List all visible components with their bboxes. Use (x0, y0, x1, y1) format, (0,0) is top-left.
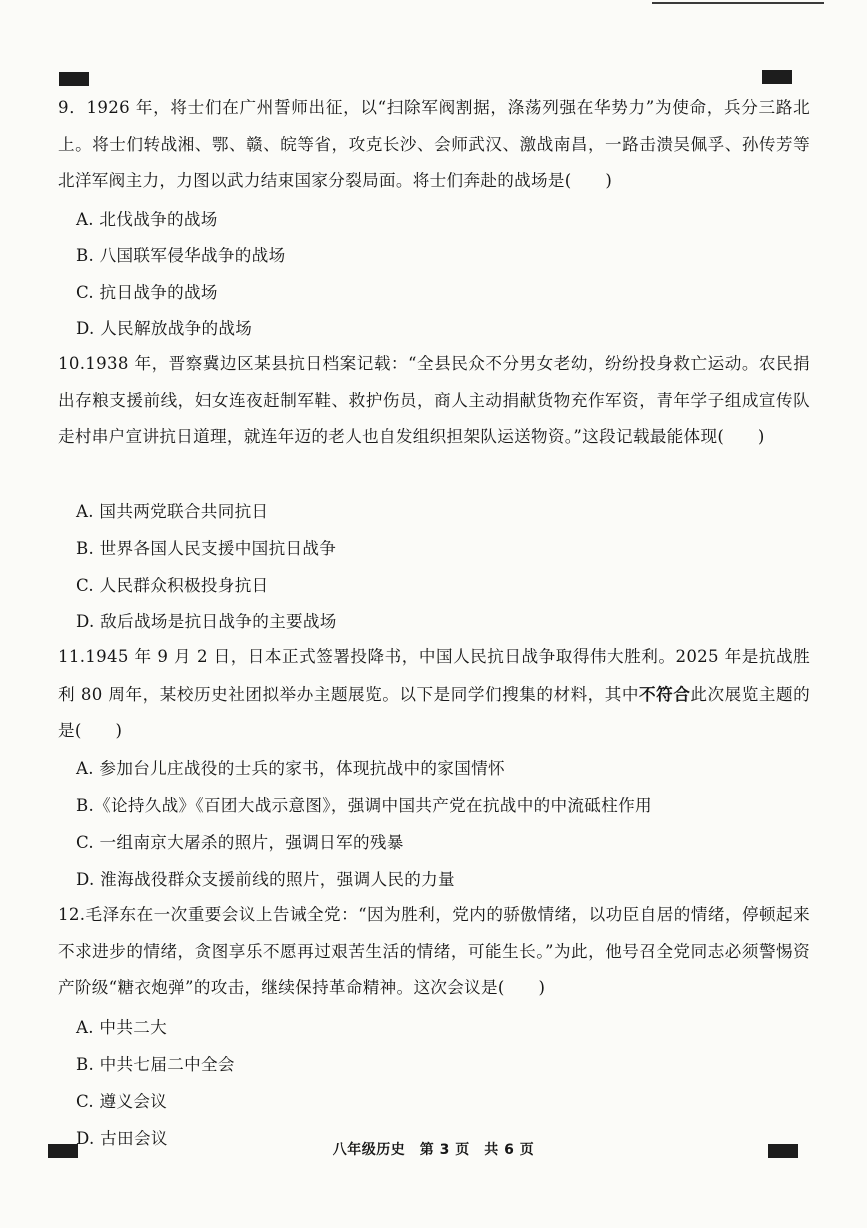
scan-edge-line (652, 2, 824, 4)
question-12-option-c[interactable]: C. 遵义会议 (76, 1092, 168, 1111)
question-10-option-a[interactable]: A. 国共两党联合共同抗日 (76, 502, 269, 521)
question-9-option-c[interactable]: C. 抗日战争的战场 (76, 283, 218, 302)
question-9-option-d[interactable]: D. 人民解放战争的战场 (76, 319, 253, 338)
question-10-option-c[interactable]: C. 人民群众积极投身抗日 (76, 576, 269, 595)
question-12-stem: 12.毛泽东在一次重要会议上告诫全党：“因为胜利，党内的骄傲情绪，以功臣自居的情绪，停顿起来不求进步的情绪，贪图享乐不愿再过艰苦生活的情绪，可能生长。”为此，他号召全党同志必须警惕资产阶级“糖衣炮弹”的攻击，继续保持革命精神。这次会议是( ) (58, 905, 810, 998)
question-11-option-a[interactable]: A. 参加台儿庄战役的士兵的家书，体现抗战中的家国情怀 (76, 759, 505, 778)
question-10-stem: 10.1938 年，晋察冀边区某县抗日档案记载：“全县民众不分男女老幼，纷纷投身救亡运动。农民捐出存粮支援前线，妇女连夜赶制军鞋、救护伤员，商人主动捐献货物充作军资，青年学子组成宣传队走村串户宣讲抗日道理，就连年迈的老人也自发组织担架队运送物资。”这段记载最能体现( ) (58, 354, 810, 447)
question-11-stem-start: 11.1945 年 9 月 2 日，日本正式签署投降书，中国人民抗日战争取得伟大胜利。2025 年是抗战胜利 80 周年，某校历史社团拟举办主题展览。以下是同学们搜集的材料，其中 (58, 647, 810, 704)
question-10-option-b[interactable]: B. 世界各国人民支援中国抗日战争 (76, 539, 337, 558)
question-11-option-d[interactable]: D. 淮海战役群众支援前线的照片，强调人民的力量 (76, 870, 455, 889)
question-9-option-a[interactable]: A. 北伐战争的战场 (76, 210, 218, 229)
question-11-option-b[interactable]: B.《论持久战》《百团大战示意图》，强调中国共产党在抗战中的中流砥柱作用 (76, 796, 652, 815)
question-11-option-c[interactable]: C. 一组南京大屠杀的照片，强调日军的残暴 (76, 833, 404, 852)
question-12-option-a[interactable]: A. 中共二大 (76, 1018, 168, 1037)
question-11-stem-end: 此次展览主题的是( ) (58, 684, 810, 741)
question-9-option-b[interactable]: B. 八国联军侵华战争的战场 (76, 246, 286, 265)
question-10-option-d[interactable]: D. 敌后战场是抗日战争的主要战场 (76, 612, 337, 631)
page-footer: 八年级历史 第 3 页 共 6 页 (332, 1142, 535, 1158)
question-11-stem (58, 639, 810, 750)
question-11-stem-emphasis: 不符合 (639, 683, 691, 704)
registration-mark-top-left (59, 72, 89, 86)
registration-mark-top-right (762, 70, 792, 84)
question-12-option-b[interactable]: B. 中共七届二中全会 (76, 1055, 235, 1074)
question-9-stem: 9．1926 年，将士们在广州誓师出征，以“扫除军阀割据，涤荡列强在华势力”为使命，兵分三路北上。将士们转战湘、鄂、赣、皖等省，攻克长沙、会师武汉、激战南昌，一路击溃吴佩孚、孙传芳等北洋军阀主力，力图以武力结束国家分裂局面。将士们奔赴的战场是( ) (58, 98, 810, 191)
question-12-option-d[interactable]: D. 古田会议 (76, 1129, 168, 1148)
